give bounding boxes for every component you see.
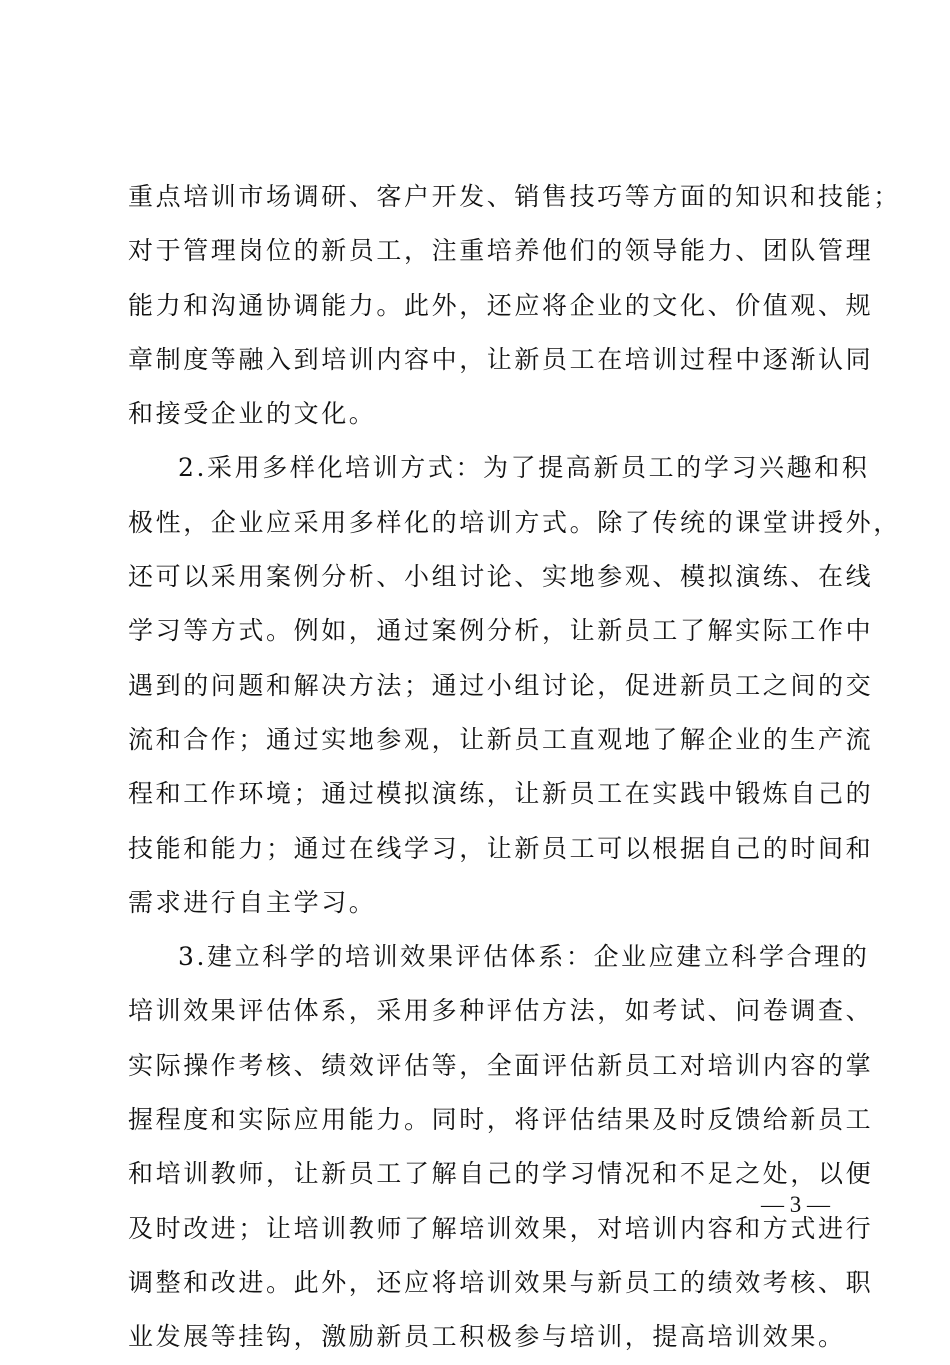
- paragraph-2-heading-line: 2.采用多样化培训方式：为了提高新员工的学习兴趣和积: [178, 453, 870, 483]
- text-line: 调整和改进。此外，还应将培训效果与新员工的绩效考核、职: [128, 1267, 874, 1297]
- text-line: 需求进行自主学习。: [128, 887, 377, 917]
- text-line: 技能和能力；通过在线学习，让新员工可以根据自己的时间和: [128, 833, 874, 863]
- text-line: 遇到的问题和解决方法；通过小组讨论，促进新员工之间的交: [128, 670, 874, 700]
- body-text: [128, 170, 901, 1365]
- paragraph-3-heading-line: 3.建立科学的培训效果评估体系：企业应建立科学合理的: [178, 942, 870, 972]
- text-line: 章制度等融入到培训内容中，让新员工在培训过程中逐渐认同: [128, 344, 874, 374]
- text-line: 握程度和实际应用能力。同时，将评估结果及时反馈给新员工: [128, 1105, 874, 1135]
- text-line: 及时改进；让培训教师了解培训效果，对培训内容和方式进行: [128, 1213, 874, 1243]
- text-line: 能力和沟通协调能力。此外，还应将企业的文化、价值观、规: [128, 290, 874, 320]
- text-line: 和接受企业的文化。: [128, 399, 377, 429]
- text-line: 极性，企业应采用多样化的培训方式。除了传统的课堂讲授外，: [128, 507, 901, 537]
- text-line: 还可以采用案例分析、小组讨论、实地参观、模拟演练、在线: [128, 562, 874, 592]
- text-line: 培训效果评估体系，采用多种评估方法，如考试、问卷调查、: [128, 996, 874, 1026]
- text-line: 重点培训市场调研、客户开发、销售技巧等方面的知识和技能；: [128, 182, 901, 211]
- text-line: 实际操作考核、绩效评估等，全面评估新员工对培训内容的掌: [128, 1050, 874, 1080]
- page-number: — 3 —: [761, 1192, 830, 1217]
- text-line: 流和合作；通过实地参观，让新员工直观地了解企业的生产流: [128, 724, 874, 754]
- text-line: 对于管理岗位的新员工，注重培养他们的领导能力、团队管理: [128, 236, 874, 266]
- text-line: 学习等方式。例如，通过案例分析，让新员工了解实际工作中: [128, 616, 874, 646]
- text-line: 和培训教师，让新员工了解自己的学习情况和不足之处，以便: [128, 1159, 874, 1189]
- text-line: 业发展等挂钩，激励新员工积极参与培训，提高培训效果。: [128, 1322, 846, 1352]
- text-line: 程和工作环境；通过模拟演练，让新员工在实践中锻炼自己的: [128, 779, 874, 809]
